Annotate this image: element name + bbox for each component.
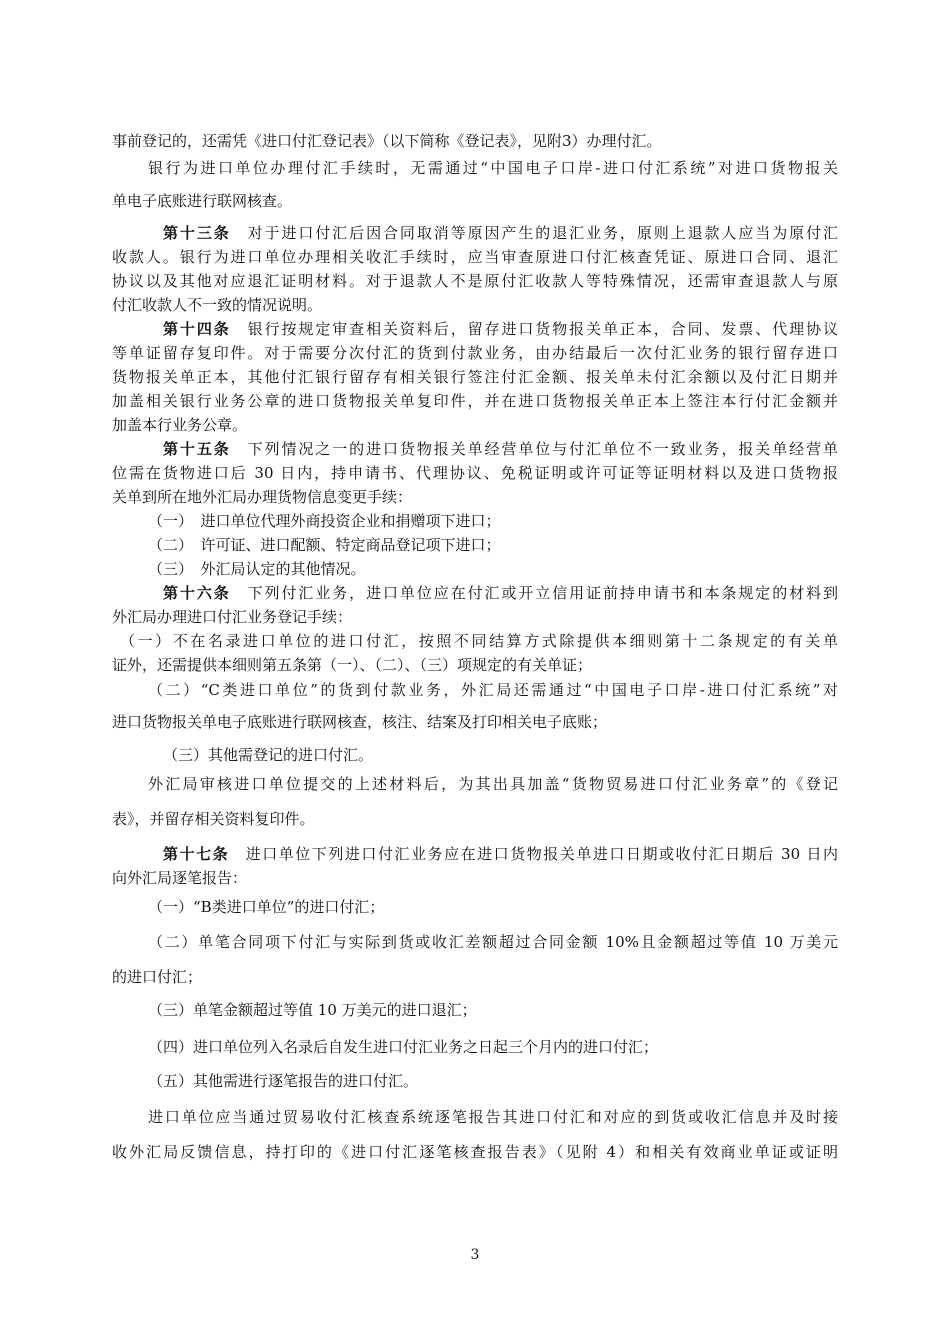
text-line xyxy=(163,843,838,865)
text-line xyxy=(148,896,838,918)
text-line xyxy=(148,773,838,795)
text-line xyxy=(112,270,838,292)
line-text: 证外，还需提供本细则第五条第（一）、（二）、（三）项规定的有关单证； xyxy=(112,656,593,674)
line-text: 收外汇局反馈信息，持打印的《进口付汇逐笔核查报告表》（见附 4）和相关有效商业单证或证明 xyxy=(112,1143,838,1161)
line-text: （三）单笔金额超过等值 10 万美元的进口退汇； xyxy=(148,1001,477,1019)
text-line xyxy=(148,1036,838,1058)
text-line xyxy=(112,606,838,628)
line-text: 加盖相关银行业务公章的进口货物报关单复印件，并在进口货物报关单正本上签注本行付汇金额并 xyxy=(112,392,838,410)
text-line xyxy=(112,342,838,364)
line-text: 进口货物报关单电子底账进行联网核查，核注、结案及打印相关电子底账； xyxy=(112,713,608,731)
text-line xyxy=(112,867,838,889)
line-text: 对于进口付汇后因合同取消等原因产生的退汇业务，原则上退款人应当为原付汇 xyxy=(230,224,838,242)
line-text: （三）其他需登记的进口付汇。 xyxy=(163,746,374,764)
line-text: （二）单笔合同项下付汇与实际到货或收汇差额超过合同金额 10%且金额超过等值 10 万美元 xyxy=(148,933,838,951)
text-line xyxy=(112,711,838,733)
text-line xyxy=(112,486,838,508)
text-line xyxy=(163,222,838,244)
text-line xyxy=(112,390,838,412)
text-line xyxy=(112,246,838,268)
text-line xyxy=(120,630,838,652)
line-text: 下列付汇业务，进口单位应在付汇或开立信用证前持申请书和本条规定的材料到 xyxy=(230,584,838,602)
page-number: 3 xyxy=(470,1247,480,1263)
line-text: （二） 许可证、进口配额、特定商品登记项下进口； xyxy=(148,536,501,554)
line-text: （一） 进口单位代理外商投资企业和捐赠项下进口； xyxy=(148,512,501,530)
line-text: 向外汇局逐笔报告： xyxy=(112,869,248,887)
text-line xyxy=(112,654,838,676)
text-line xyxy=(112,462,838,484)
line-text: 收款人。银行为进口单位办理相关收汇手续时，应当审查原进口付汇核查凭证、原进口合同、退汇 xyxy=(112,248,838,266)
text-line xyxy=(112,966,838,988)
text-line xyxy=(148,157,838,179)
text-line xyxy=(163,438,838,460)
line-text: （一）“B类进口单位”的进口付汇； xyxy=(148,898,385,916)
text-line xyxy=(148,510,838,532)
line-text: 银行按规定审查相关资料后，留存进口货物报关单正本，合同、发票、代理协议 xyxy=(230,320,838,338)
text-line xyxy=(148,999,838,1021)
text-line xyxy=(112,190,838,212)
line-text: 外汇局办理进口付汇业务登记手续： xyxy=(112,608,353,626)
article-heading: 第十三条 xyxy=(163,224,231,242)
line-text: 等单证留存复印件。对于需要分次付汇的货到付款业务，由办结最后一次付汇业务的银行留存进口 xyxy=(112,344,838,362)
text-line xyxy=(148,931,838,953)
line-text: 外汇局审核进口单位提交的上述材料后，为其出具加盖“货物贸易进口付汇业务章”的《登记 xyxy=(148,775,838,793)
line-text: 协议以及其他对应退汇证明材料。对于退款人不是原付汇收款人等特殊情况，还需审查退款人与原 xyxy=(112,272,838,290)
text-line xyxy=(148,1106,838,1128)
line-text: （四）进口单位列入名录后自发生进口付汇业务之日起三个月内的进口付汇； xyxy=(148,1038,659,1056)
line-text: 关单到所在地外汇局办理货物信息变更手续： xyxy=(112,488,413,506)
text-line xyxy=(112,414,838,436)
text-line xyxy=(148,558,838,580)
article-heading: 第十七条 xyxy=(163,845,230,863)
line-text: 进口单位下列进口付汇业务应在进口货物报关单进口日期或收付汇日期后 30 日内 xyxy=(229,845,838,863)
line-text: （二）“C类进口单位”的货到付款业务，外汇局还需通过“中国电子口岸-进口付汇系统”对 xyxy=(148,681,838,699)
text-line xyxy=(148,534,838,556)
text-line xyxy=(112,1141,838,1163)
line-text: 单电子底账进行联网核查。 xyxy=(112,192,293,210)
text-line xyxy=(112,294,838,316)
line-text: 下列情况之一的进口货物报关单经营单位与付汇单位不一致业务，报关单经营单 xyxy=(230,440,838,458)
line-text: 加盖本行业务公章。 xyxy=(112,416,248,434)
line-text: （三） 外汇局认定的其他情况。 xyxy=(148,560,366,578)
text-line xyxy=(163,582,838,604)
line-text: 付汇收款人不一致的情况说明。 xyxy=(112,296,323,314)
text-line xyxy=(112,130,838,152)
line-text: 表》，并留存相关资料复印件。 xyxy=(112,810,315,828)
text-line xyxy=(163,318,838,340)
article-heading: 第十六条 xyxy=(163,584,231,602)
line-text: 货物报关单正本，其他付汇银行留存有相关银行签注付汇金额、报关单未付汇余额以及付汇日期并 xyxy=(112,368,838,386)
line-text: （五）其他需进行逐笔报告的进口付汇。 xyxy=(148,1072,419,1090)
text-line xyxy=(148,1070,838,1092)
line-text: 银行为进口单位办理付汇手续时，无需通过“中国电子口岸-进口付汇系统”对进口货物报关 xyxy=(148,159,838,177)
text-line xyxy=(112,808,838,830)
article-heading: 第十五条 xyxy=(163,440,231,458)
line-text: 进口单位应当通过贸易收付汇核查系统逐笔报告其进口付汇和对应的到货或收汇信息并及时接 xyxy=(148,1108,838,1126)
text-line xyxy=(148,679,838,701)
line-text: 位需在货物进口后 30 日内，持申请书、代理协议、免税证明或许可证等证明材料以及进口货物报 xyxy=(112,464,838,482)
line-text: 的进口付汇； xyxy=(112,968,203,986)
text-line xyxy=(163,744,838,766)
line-text: （一）不在名录进口单位的进口付汇，按照不同结算方式除提供本细则第十二条规定的有关单 xyxy=(120,632,838,650)
article-heading: 第十四条 xyxy=(163,320,231,338)
text-line xyxy=(112,366,838,388)
line-text: 事前登记的，还需凭《进口付汇登记表》（以下简称《登记表》，见附3）办理付汇。 xyxy=(112,132,662,150)
